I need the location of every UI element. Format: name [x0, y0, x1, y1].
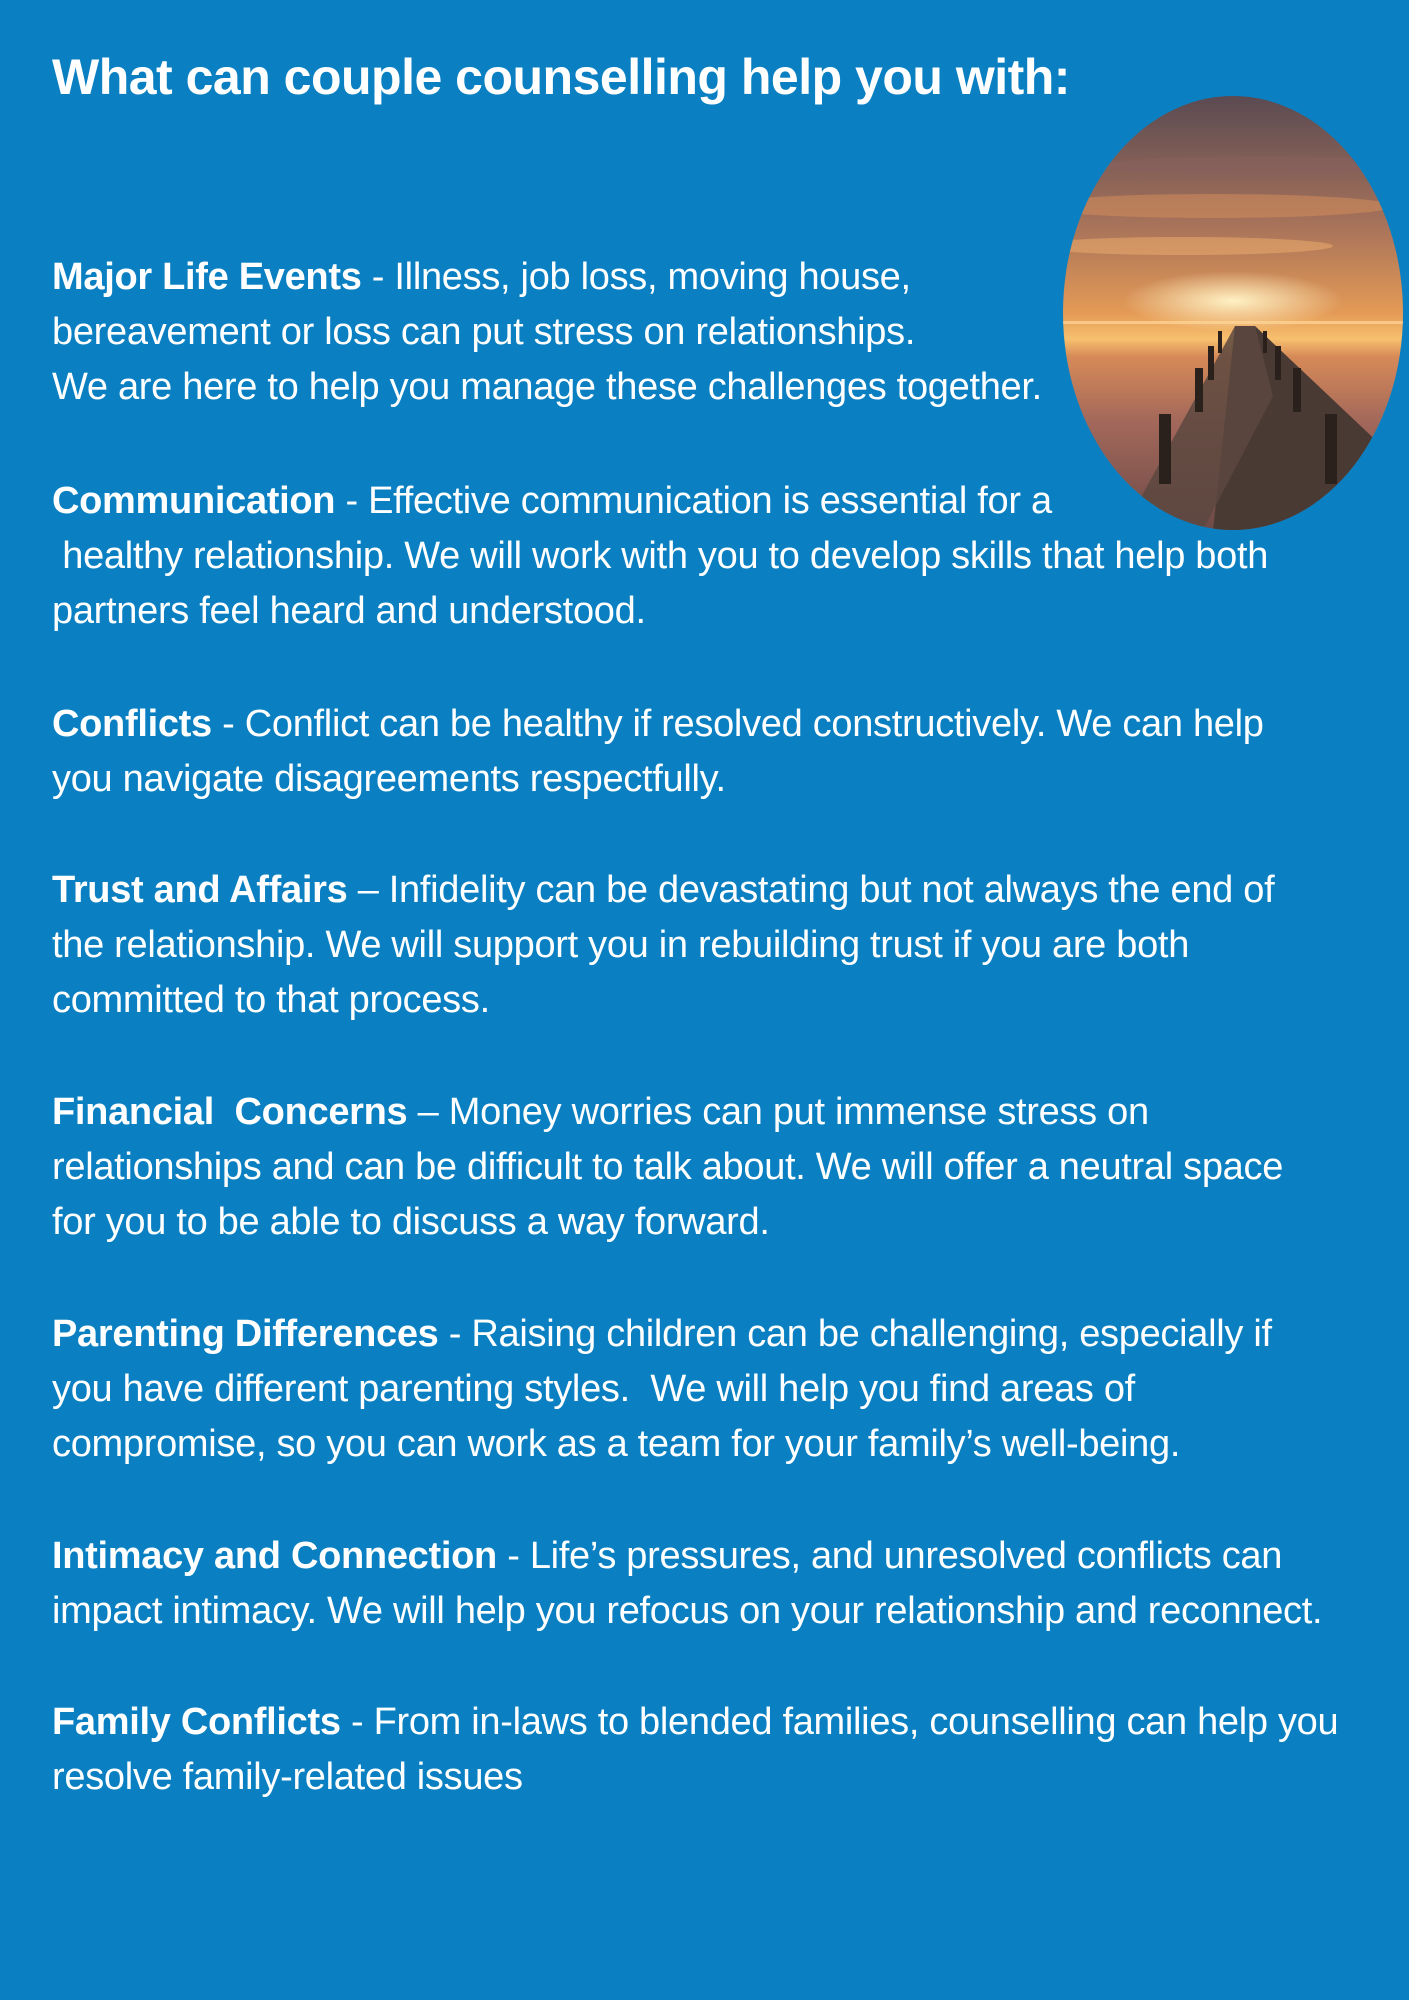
section-line: the relationship. We will support you in rebuilding trust if you are both [52, 924, 1190, 966]
section-heading: Communication [52, 480, 336, 522]
section-communication [52, 474, 1372, 639]
section-line: resolve family-related issues [52, 1756, 523, 1798]
page-title: What can couple counselling help you with: [52, 49, 1070, 105]
section-financial-concerns [52, 1085, 1372, 1250]
section-line: bereavement or loss can put stress on relationships. [52, 311, 916, 353]
section-line: for you to be able to discuss a way forward. [52, 1201, 770, 1243]
section-conflicts [52, 697, 1372, 807]
section-heading: Major Life Events [52, 256, 362, 298]
section-line: healthy relationship. We will work with you to develop skills that help both [52, 535, 1269, 577]
section-heading: Financial Concerns [52, 1091, 408, 1133]
section-line: Life’s pressures, and unresolved conflicts can [529, 1535, 1283, 1577]
section-separator: – [347, 869, 389, 911]
section-line: you navigate disagreements respectfully. [52, 758, 726, 800]
section-line: Illness, job loss, moving house, [394, 256, 911, 298]
section-separator: - [335, 480, 369, 522]
section-separator: - [438, 1313, 472, 1355]
section-line: relationships and can be difficult to talk about. We will offer a neutral space [52, 1146, 1284, 1188]
section-line: Raising children can be challenging, especially if [471, 1313, 1272, 1355]
section-line: From in-laws to blended families, counselling can help you [373, 1701, 1339, 1743]
section-line: compromise, so you can work as a team for your family’s well-being. [52, 1423, 1181, 1465]
section-parenting-differences [52, 1307, 1372, 1472]
section-trust-and-affairs [52, 863, 1372, 1028]
section-line: committed to that process. [52, 979, 490, 1021]
section-line: Infidelity can be devastating but not always the end of [388, 869, 1275, 911]
section-line: We are here to help you manage these challenges together. [52, 366, 1042, 408]
section-separator: – [407, 1091, 449, 1133]
section-line: partners feel heard and understood. [52, 590, 646, 632]
section-heading: Family Conflicts [52, 1701, 341, 1743]
section-separator: - [361, 256, 395, 298]
section-separator: - [211, 703, 245, 745]
section-line: Money worries can put immense stress on [448, 1091, 1149, 1133]
section-heading: Parenting Differences [52, 1313, 439, 1355]
section-line: impact intimacy. We will help you refocus on your relationship and reconnect. [52, 1590, 1323, 1632]
section-family-conflicts [52, 1695, 1372, 1805]
section-heading: Intimacy and Connection [52, 1535, 497, 1577]
section-line: Effective communication is essential for a [368, 480, 1052, 522]
section-separator: - [496, 1535, 530, 1577]
section-line: you have different parenting styles. We will help you find areas of [52, 1368, 1135, 1410]
section-intimacy-and-connection [52, 1529, 1372, 1639]
section-separator: - [340, 1701, 374, 1743]
section-heading: Conflicts [52, 703, 212, 745]
section-major-life-events [52, 250, 1372, 415]
section-line: Conflict can be healthy if resolved constructively. We can help [244, 703, 1264, 745]
section-heading: Trust and Affairs [52, 869, 348, 911]
